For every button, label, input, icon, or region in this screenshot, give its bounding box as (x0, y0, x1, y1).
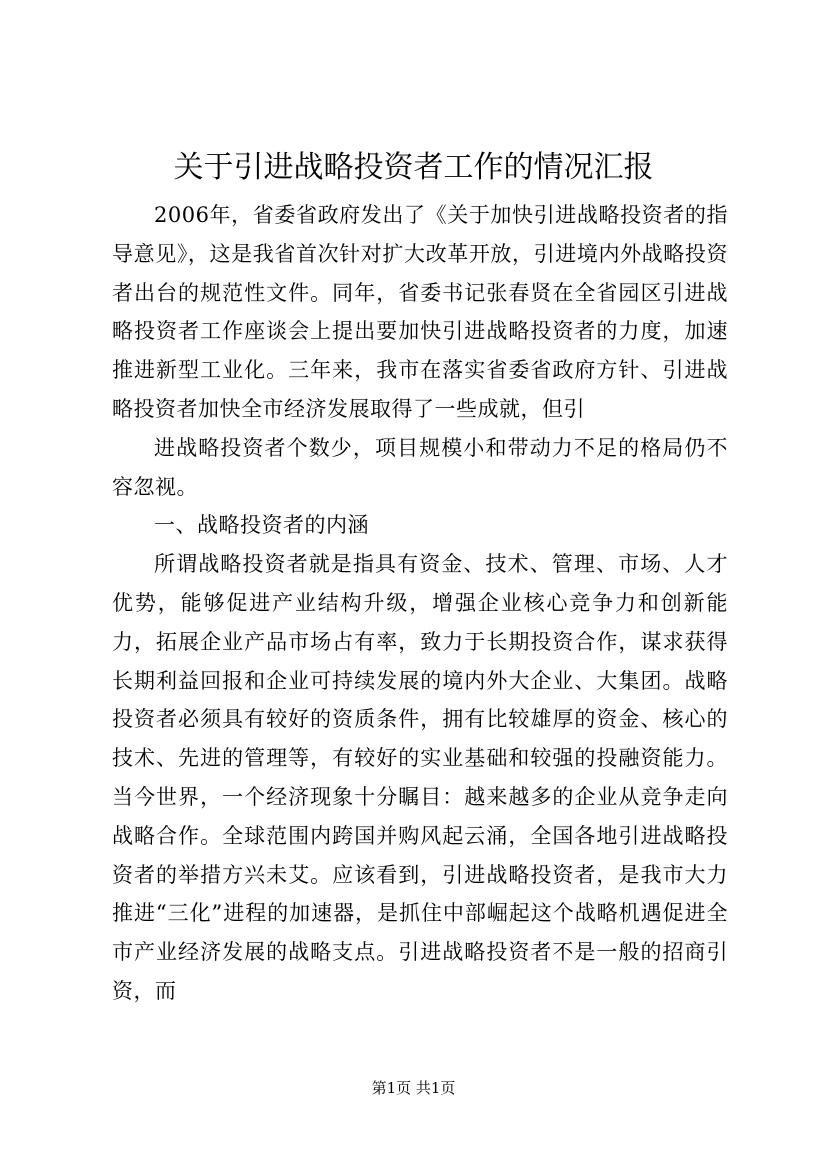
paragraph-definition: 所谓战略投资者就是指具有资金、技术、管理、市场、人才优势，能够促进产业结构升级，增强企业核心竞争力和创新能力，拓展企业产品市场占有率，致力于长期投资合作，谋求获得长期利益回报和企业可持续发展的境内外大企业、大集团。战略投资者必须具有较好的资质条件，拥有比较雄厚的资金、核心的技术、先进的管理等，有较好的实业基础和较强的投融资能力。当今世界，一个经济现象十分瞩目：越来越多的企业从竞争走向战略合作。全球范围内跨国并购风起云涌，全国各地引进战略投资者的举措方兴未艾。应该看到，引进战略投资者，是我市大力推进“三化”进程的加速器，是抓住中部崛起这个战略机遇促进全市产业经济发展的战略支点。引进战略投资者不是一般的招商引资，而 (112, 552, 728, 1003)
document-body (112, 196, 728, 1011)
paragraph-continuation: 进战略投资者个数少，项目规模小和带动力不足的格局仍不容忽视。 (112, 435, 728, 499)
page-footer: 第1页 共1页 (371, 1079, 456, 1097)
section-heading: 一、战略投资者的内涵 (154, 513, 369, 538)
paragraph-intro: 2006年，省委省政府发出了《关于加快引进战略投资者的指导意见》，这是我省首次针对扩大改革开放，引进境内外战略投资者出台的规范性文件。同年，省委书记张春贤在全省园区引进战略投资者工作座谈会上提出要加快引进战略投资者的力度，加速推进新型工业化。三年来，我市在落实省委省政府方针、引进战略投资者加快全市经济发展取得了一些成就，但引 (112, 203, 728, 421)
document-title: 关于引进战略投资者工作的情况汇报 (173, 150, 654, 185)
